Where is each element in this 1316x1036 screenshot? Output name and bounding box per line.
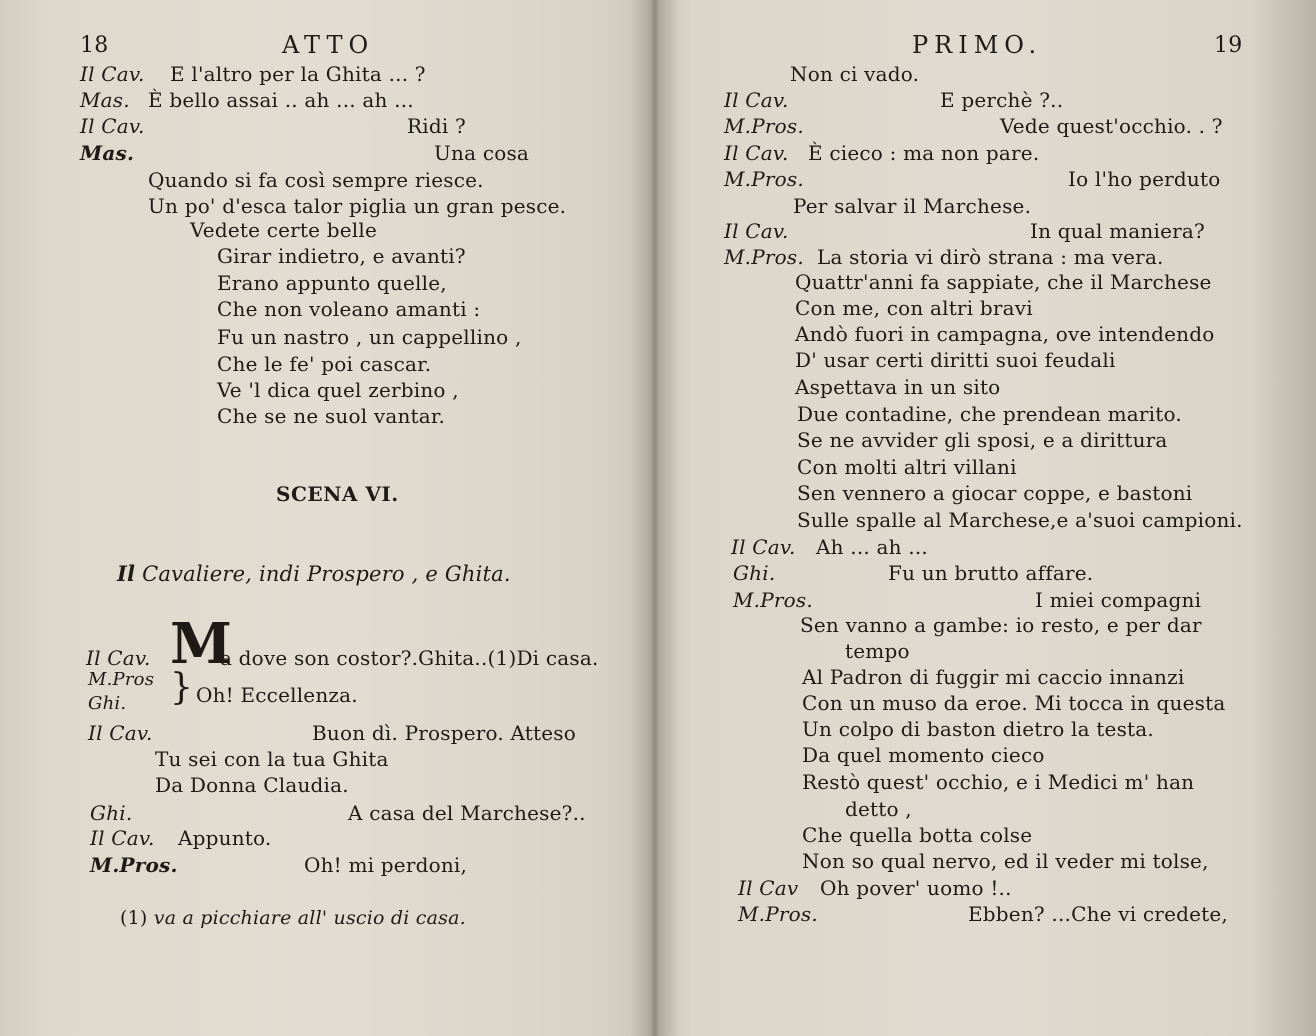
line-text: Quando si fa così sempre riesce. [148, 168, 484, 192]
verse-line [190, 218, 377, 242]
line-text: Con me, con altri bravi [795, 296, 1033, 320]
line-text: Da quel momento cieco [802, 743, 1045, 767]
verse-line [217, 325, 522, 349]
line-text: Ve 'l dica quel zerbino , [217, 378, 459, 402]
speaker: Il Cav. [86, 646, 151, 670]
speaker: M.Pros. [724, 114, 804, 138]
speaker: Il Cav. [724, 219, 789, 243]
line-text: Che se ne suol vantar. [217, 404, 446, 428]
dramatis-personae [117, 562, 511, 586]
footnote [120, 906, 466, 930]
speaker: Il Cav. [724, 141, 789, 165]
speaker: Mas. [80, 141, 135, 165]
speaker: Il Cav. [80, 62, 145, 86]
speaker: M.Pros. [90, 853, 178, 877]
verse-line [155, 747, 389, 771]
line-text: detto , [845, 797, 912, 821]
running-header-left: ATTO [282, 31, 375, 59]
verse-line [217, 297, 480, 321]
line-text: Un colpo di baston dietro la testa. [802, 717, 1154, 741]
speaker: Il Cav. [90, 826, 155, 850]
line-text: Girar indietro, e avanti? [217, 244, 466, 268]
line-text: Un po' d'esca talor piglia un gran pesce. [148, 194, 567, 218]
line-text: Appunto. [178, 826, 272, 850]
line-text: Che quella botta colse [802, 823, 1033, 847]
left-page [0, 0, 652, 1036]
line-text: La storia vi dirò strana : ma vera. [817, 245, 1164, 269]
line-text: Non so qual nervo, ed il veder mi tolse, [802, 849, 1209, 873]
line-text: Fu un brutto affare. [888, 561, 1094, 585]
persons-name: Cavaliere [142, 562, 246, 586]
line-text: Ebben? ...Che vi credete, [968, 902, 1228, 926]
line-text: Vedete certe belle [190, 218, 378, 242]
line-text: Io l'ho perduto [1068, 167, 1221, 191]
line-text: Buon dì. Prospero. Atteso [312, 721, 577, 745]
running-header-right: PRIMO. [912, 31, 1043, 59]
line-text: Tu sei con la tua Ghita [155, 747, 389, 771]
line-text: È bello assai .. ah ... ah ... [148, 88, 414, 112]
verse-line [217, 271, 447, 295]
line-text: Per salvar il Marchese. [793, 194, 1032, 218]
verse-line [217, 352, 431, 376]
line-text: Restò quest' occhio, e i Medici m' han [802, 770, 1195, 794]
footnote-text: va a picchiare all' uscio di casa. [153, 907, 466, 929]
line-text: Con molti altri villani [797, 455, 1017, 479]
verse-line [217, 404, 445, 428]
page-number-left: 18 [80, 33, 109, 58]
speaker: Mas. [80, 88, 130, 112]
line-text: E perchè ?.. [940, 88, 1064, 112]
line-text: Oh! mi perdoni, [304, 853, 468, 877]
line-text: Fu un nastro , un cappellino , [217, 325, 522, 349]
line-text: Due contadine, che prendean marito. [797, 402, 1182, 426]
speaker: Il Cav [738, 876, 799, 900]
line-text: E l'altro per la Ghita ... ? [170, 62, 426, 86]
verse-line [217, 378, 459, 402]
speaker: M.Pros. [738, 902, 818, 926]
scene-title: SCENA VI. [276, 482, 399, 506]
speaker-mpros: M.Pros [88, 669, 155, 690]
verse-line [148, 194, 566, 218]
line-text: A casa del Marchese?.. [348, 801, 586, 825]
footnote-mark: (1) [120, 907, 148, 929]
line-text: Al Padron di fuggir mi caccio innanzi [802, 665, 1185, 689]
line-text: Se ne avvider gli sposi, e a dirittura [797, 428, 1168, 452]
line-text: Oh pover' uomo !.. [820, 876, 1012, 900]
verse-line [148, 168, 484, 192]
verse-line [155, 773, 349, 797]
speaker: M.Pros. [724, 167, 804, 191]
line-text: Che non voleano amanti : [217, 297, 481, 321]
shared-speech-text: Oh! Eccellenza. [196, 683, 358, 707]
page-number-right: 19 [1214, 33, 1243, 58]
line-text: Da Donna Claudia. [155, 773, 349, 797]
speaker: Il Cav. [88, 721, 153, 745]
line-text: Con un muso da eroe. Mi tocca in questa [802, 691, 1226, 715]
line-text: Non ci vado. [790, 62, 920, 86]
speaker: M.Pros. [724, 245, 804, 269]
line-text: Che le fe' poi cascar. [217, 352, 432, 376]
line-text: Ah ... ah ... [816, 535, 928, 559]
first-speech-text: a dove son costor?.Ghita..(1)Di casa. [220, 646, 599, 670]
speaker-ghi: Ghi. [88, 693, 127, 714]
speaker: M.Pros. [733, 588, 813, 612]
line-text: Erano appunto quelle, [217, 271, 447, 295]
line-text: Andò fuori in campagna, ove intendendo [795, 322, 1215, 346]
line-text: Vede quest'occhio. . ? [1000, 114, 1223, 138]
line-text: Aspettava in un sito [795, 375, 1001, 399]
line-text: Sen vennero a giocar coppe, e bastoni [797, 481, 1193, 505]
line-text: I miei compagni [1035, 588, 1202, 612]
line-text: Una cosa [434, 141, 530, 165]
brace-bracket: } [170, 667, 193, 708]
verse-line [217, 244, 466, 268]
drop-cap: M [170, 611, 232, 677]
speaker: Il Cav. [724, 88, 789, 112]
persons-rest: , indi Prospero , e Ghita. [245, 562, 511, 586]
persons-article: Il [117, 561, 136, 586]
line-text: Ridi ? [407, 114, 466, 138]
speaker: Il Cav. [731, 535, 796, 559]
speaker: Ghi. [733, 561, 776, 585]
line-text: In qual maniera? [1030, 219, 1205, 243]
speaker: Ghi. [90, 801, 133, 825]
line-text: È cieco : ma non pare. [808, 141, 1040, 165]
line-text: Sen vanno a gambe: io resto, e per dar [800, 613, 1202, 637]
line-text: tempo [845, 639, 910, 663]
line-text: Sulle spalle al Marchese,e a'suoi campioni. [797, 508, 1243, 532]
line-text: Quattr'anni fa sappiate, che il Marchese [795, 270, 1212, 294]
speaker: Il Cav. [80, 114, 145, 138]
line-text: D' usar certi diritti suoi feudali [795, 348, 1116, 372]
